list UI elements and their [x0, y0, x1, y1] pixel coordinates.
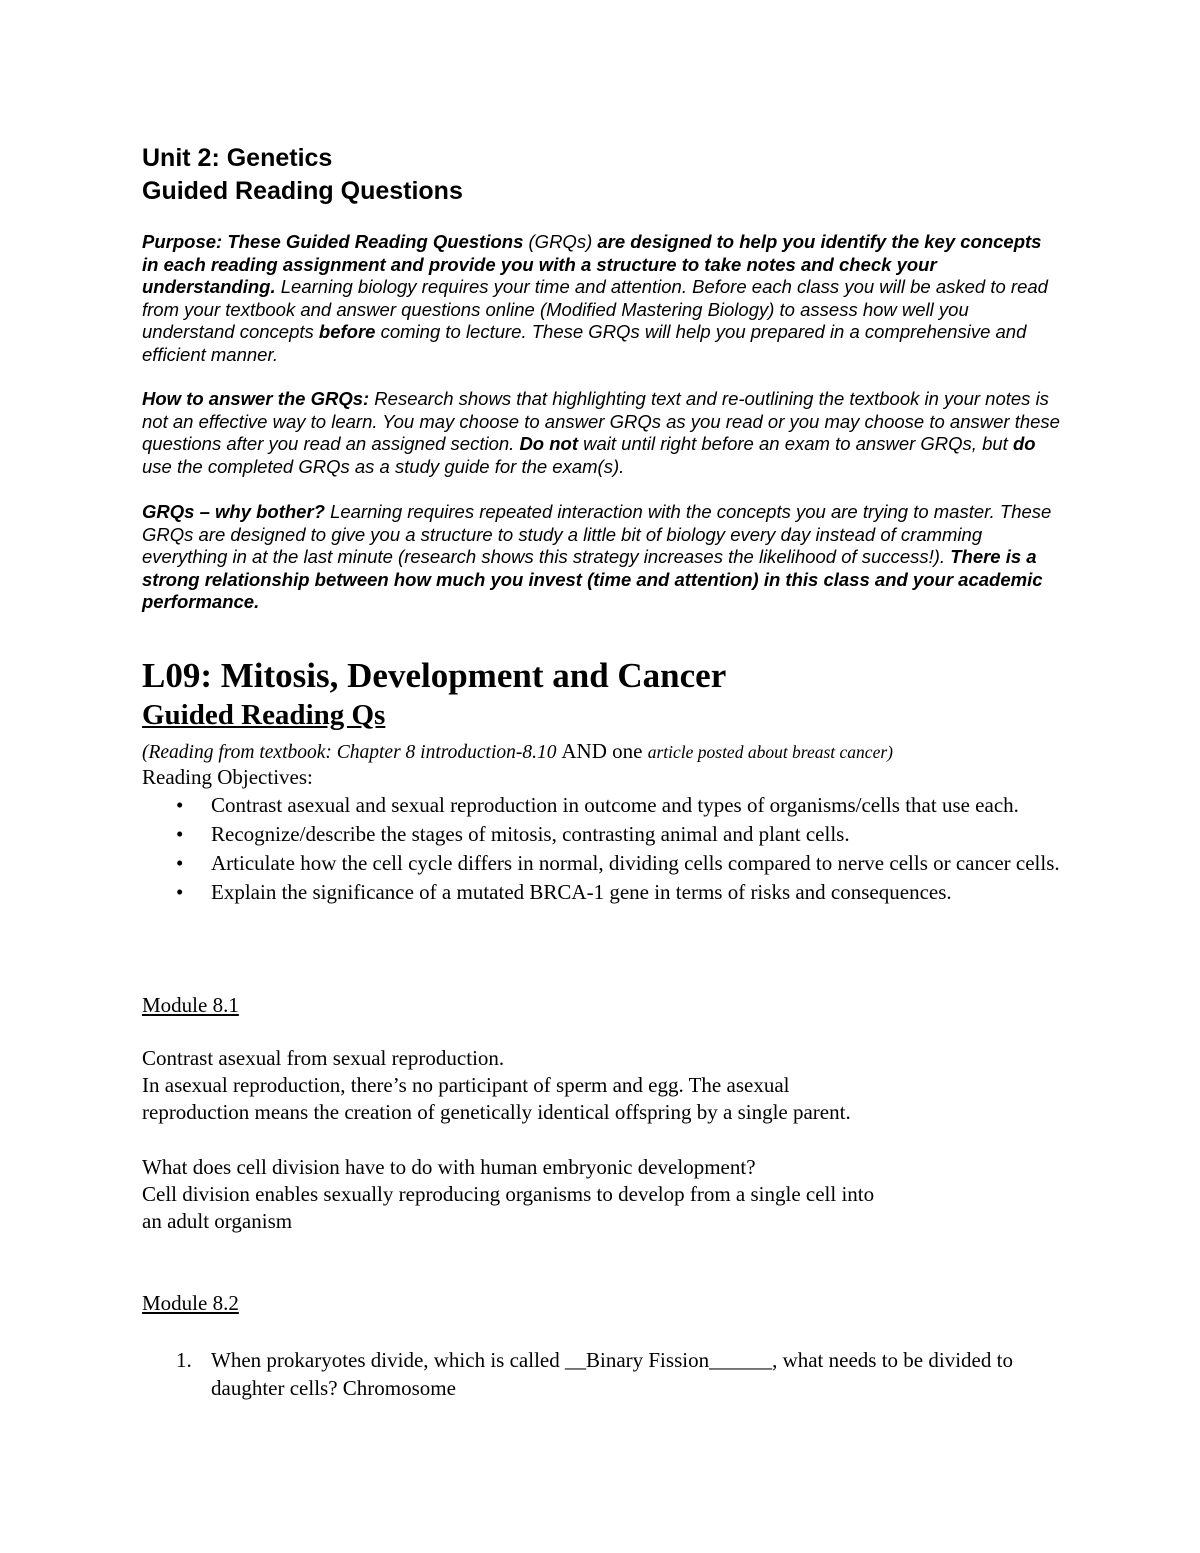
- answer-text-line1: Cell division enables sexually reproducing organisms to develop from a single cell into: [142, 1182, 875, 1206]
- purpose-paragraph: [142, 231, 1062, 367]
- purpose-text-2: are designed to help you identify the key concepts in each reading assignment and provide you with a structure to take notes and check your understanding.: [142, 231, 1042, 298]
- reading-note-a: (Reading from textbook: Chapter 8 introduction-8.10: [142, 742, 562, 763]
- objectives-list: [142, 792, 1062, 906]
- module-8-1-qa-2: [142, 1154, 1042, 1235]
- objective-text: Explain the significance of a mutated BRCA-1 gene in terms of risks and consequences.: [211, 880, 952, 904]
- how-to-text-2: Do not: [519, 433, 578, 455]
- how-to-text-5: use the completed GRQs as a study guide for the exam(s).: [142, 455, 625, 477]
- objectives-label: Reading Objectives:: [142, 765, 313, 789]
- lesson-title: L09: Mitosis, Development and Cancer: [142, 656, 727, 695]
- bullet-icon: •: [176, 880, 184, 904]
- answer-text-line2: reproduction means the creation of genetically identical offspring by a single parent.: [142, 1100, 851, 1124]
- how-to-text-3: wait until right before an exam to answer GRQs, but: [578, 433, 1013, 455]
- reading-note-c: one: [606, 739, 648, 763]
- list-item: [142, 792, 1062, 819]
- reading-assignment: [142, 739, 893, 765]
- question-text: Contrast asexual from sexual reproduction.: [142, 1046, 505, 1070]
- module-8-2-question-1: [142, 1346, 1062, 1402]
- lesson-subtitle: Guided Reading Qs: [142, 699, 386, 731]
- how-to-paragraph: [142, 388, 1062, 478]
- unit-title-line2: Guided Reading Questions: [142, 177, 463, 205]
- question-text: What does cell division have to do with human embryonic development?: [142, 1155, 756, 1179]
- how-to-lead: How to answer the GRQs:: [142, 388, 370, 409]
- why-bother-text-1: Learning requires repeated interaction with the concepts you are trying to master. These GRQs are designed to give you a structure to study a little bit of biology every day instead of cramming everything in at the last minute (research shows this strategy increases the likelihood of success!).: [142, 501, 1052, 568]
- list-item: [142, 879, 1062, 906]
- objective-text: Recognize/describe the stages of mitosis, contrasting animal and plant cells.: [211, 822, 850, 846]
- purpose-text-1: (GRQs): [523, 231, 598, 252]
- why-bother-paragraph: [142, 501, 1062, 614]
- reading-note-b: AND: [561, 739, 607, 763]
- how-to-text-4: do: [1012, 433, 1036, 455]
- bullet-icon: •: [176, 822, 184, 846]
- how-to-text-1: Research shows that highlighting text and re-outlining the textbook in your notes is not an effective way to learn. You may choose to answer GRQs as you read or you may choose to answer these questions after you read an assigned section.: [142, 388, 1060, 455]
- purpose-text-4: before: [318, 321, 376, 343]
- why-bother-text-2: There is a strong relationship between how much you invest (time and attention) in this class and your academic performance.: [142, 546, 1043, 613]
- answer-text-line2: an adult organism: [142, 1209, 293, 1233]
- list-item: [142, 821, 1062, 848]
- question-text: When prokaryotes divide, which is called __Binary Fission______, what needs to be divided to daughter cells? Chromosome: [211, 1348, 1013, 1400]
- objective-text: Contrast asexual and sexual reproduction in outcome and types of organisms/cells that use each.: [211, 793, 1019, 817]
- answer-text-line1: In asexual reproduction, there’s no participant of sperm and egg. The asexual: [142, 1073, 790, 1097]
- module-8-1-heading: Module 8.1: [142, 993, 239, 1017]
- purpose-lead: Purpose: These Guided Reading Questions: [142, 231, 524, 252]
- unit-title: [142, 142, 463, 208]
- list-item: [142, 850, 1062, 877]
- purpose-text-5: coming to lecture. These GRQs will help you prepared in a comprehensive and efficient manner.: [142, 321, 1027, 365]
- reading-note-d: article posted about breast cancer): [647, 742, 893, 762]
- objective-text: Articulate how the cell cycle differs in normal, dividing cells compared to nerve cells or cancer cells.: [211, 851, 1060, 875]
- why-bother-lead: GRQs – why bother?: [142, 501, 325, 522]
- unit-title-line1: Unit 2: Genetics: [142, 144, 333, 172]
- question-number: 1.: [176, 1348, 192, 1372]
- bullet-icon: •: [176, 793, 184, 817]
- bullet-icon: •: [176, 851, 184, 875]
- module-8-2-heading: Module 8.2: [142, 1291, 239, 1315]
- purpose-text-3: Learning biology requires your time and attention. Before each class you will be asked to read from your textbook and answer questions online (Modified Mastering Biology) to assess how well you understand concepts: [142, 276, 1048, 343]
- module-8-1-qa-1: [142, 1045, 1042, 1126]
